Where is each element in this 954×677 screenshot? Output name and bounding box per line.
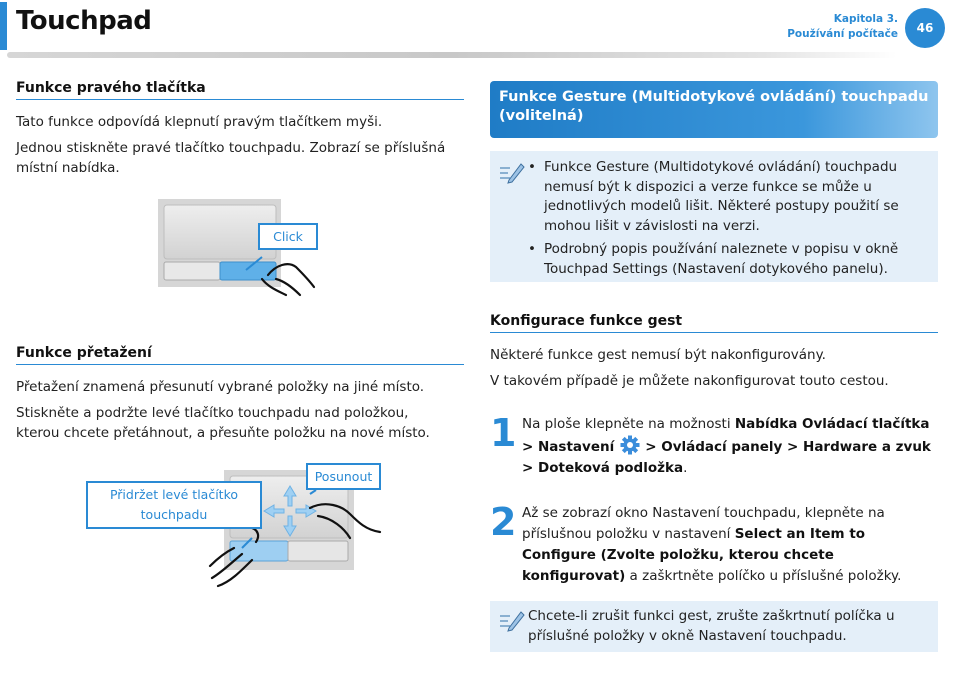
chapter-number: Kapitola 3. [833, 13, 898, 25]
step-1-number: 1 [490, 411, 517, 455]
gesture-section-heading: Funkce Gesture (Multidotykové ovládání) touchpadu (volitelná) [490, 81, 938, 138]
page-header [0, 0, 954, 56]
right-click-section [16, 80, 464, 178]
gesture-note-box [490, 151, 938, 282]
right-click-para-2: Jednou stiskněte pravé tlačítko touchpadu. Zobrazí se příslušná místní nabídka. [16, 140, 446, 176]
gesture-config-section [490, 313, 938, 391]
step-2-number: 2 [490, 500, 517, 544]
step-1-bold-a: Nabídka Ovládací tlačítka > Nastavení [522, 416, 930, 455]
bottom-note-text: Chcete-li zrušit funkci gest, zrušte zaškrtnutí políčka u příslušné položky v okně Nastavení touchpadu. [528, 608, 895, 644]
bottom-note-box [490, 601, 938, 652]
step-2-text [522, 503, 934, 587]
section-heading-drag: Funkce přetažení [16, 345, 464, 365]
page-number-badge: 46 [905, 8, 945, 48]
section-heading-right-click: Funkce pravého tlačítka [16, 80, 464, 100]
chapter-label [787, 12, 898, 42]
gear-icon [620, 435, 640, 455]
chapter-name: Používání počítače [787, 28, 898, 40]
click-callout: Click [258, 223, 318, 250]
title-accent-bar [0, 2, 7, 50]
step-2-text-a: Až se zobrazí okno Nastavení touchpadu, klepněte na příslušnou položku v nastavení [522, 505, 885, 542]
step-1-text [522, 414, 934, 479]
note-item: • Funkce Gesture (Multidotykové ovládání) touchpadu nemusí být k dispozici a verze funkce se může u jednotlivých modelů lišit. Některé postupy použití se mohou lišit v závislosti na verzi. [490, 158, 938, 236]
hold-left-button-callout: Přidržet levé tlačítko touchpadu [86, 481, 262, 529]
page-title: Touchpad [16, 6, 152, 36]
config-para-1: Některé funkce gest nemusí být nakonfigurovány. [490, 347, 826, 363]
step-2-text-b: a zaškrtněte políčko u příslušné položky. [625, 568, 902, 584]
right-click-para-1: Tato funkce odpovídá klepnutí pravým tlačítkem myši. [16, 114, 383, 130]
drag-para-2: Stiskněte a podržte levé tlačítko touchpadu nad položkou, kterou chcete přetáhnout, a přesuňte položku na nové místo. [16, 405, 430, 441]
note-pencil-icon [497, 608, 525, 632]
step-1-bold-b: > Ovládací panely > Hardware a zvuk > Doteková podložka [522, 439, 931, 476]
title-divider [7, 52, 897, 58]
move-callout: Posunout [306, 463, 381, 490]
step-1-text-end: . [683, 460, 688, 476]
drag-para-1: Přetažení znamená přesunutí vybrané položky na jiné místo. [16, 379, 425, 395]
drag-section [16, 345, 464, 443]
touchpad-right-click-illustration [150, 195, 325, 305]
step-1-text-a: Na ploše klepněte na možnosti [522, 416, 735, 432]
step-2-bold-a: Select an Item to Configure (Zvolte položku, kterou chcete konfigurovat) [522, 526, 866, 584]
note-item: • Podrobný popis používání naleznete v popisu v okně Touchpad Settings (Nastavení dotykového panelu). [490, 240, 938, 279]
gesture-note-list [490, 158, 938, 279]
config-para-2: V takovém případě je můžete nakonfigurovat touto cestou. [490, 373, 889, 389]
section-heading-config: Konfigurace funkce gest [490, 313, 938, 333]
